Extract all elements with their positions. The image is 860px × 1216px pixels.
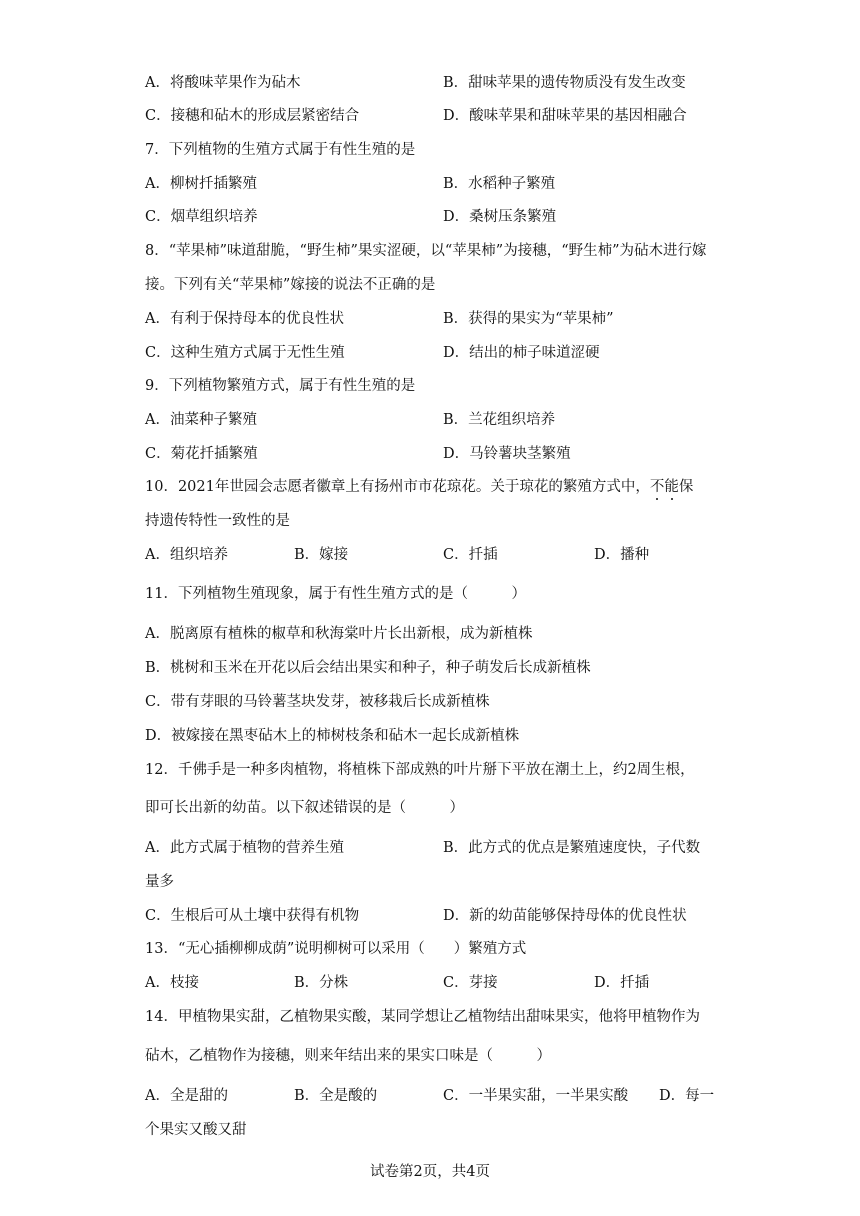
q9-stem: 9．下列植物繁殖方式，属于有性生殖的是 xyxy=(145,378,416,394)
q7-stem: 7．下列植物的生殖方式属于有性生殖的是 xyxy=(145,142,416,158)
q14-option-a: A．全是甜的 xyxy=(145,1088,228,1104)
q14-stem-line1: 14．甲植物果实甜，乙植物果实酸，某同学想让乙植物结出甜味果实，他将甲植物作为 xyxy=(145,1009,700,1025)
q11-option-d: D．被嫁接在黑枣砧木上的柿树枝条和砧木一起长成新植株 xyxy=(145,728,520,744)
q14-option-c: C．一半果实甜，一半果实酸 xyxy=(443,1088,629,1104)
q13-option-a: A．枝接 xyxy=(145,975,199,991)
q8-stem-line1: 8．“苹果柿”味道甜脆，“野生柿”果实涩硬，以“苹果柿”为接穗，“野生柿”为砧木进行嫁 xyxy=(145,243,707,259)
q8-option-d: D．结出的柿子味道涩硬 xyxy=(443,345,600,361)
q14-option-d-continued: 个果实又酸又甜 xyxy=(145,1122,247,1138)
q12-option-b-continued: 量多 xyxy=(145,874,174,890)
q12-option-a: A．此方式属于植物的营养生殖 xyxy=(145,840,344,856)
q8-option-c: C．这种生殖方式属于无性生殖 xyxy=(145,345,345,361)
q10-stem-post: 保 xyxy=(678,479,694,495)
q14-stem-line2: 砧木，乙植物作为接穗，则来年结出来的果实口味是（ ） xyxy=(145,1048,551,1064)
q13-option-d: D．扦插 xyxy=(594,975,650,991)
q12-option-c: C．生根后可从土壤中获得有机物 xyxy=(145,908,360,924)
q8-option-a: A．有利于保持母本的优良性状 xyxy=(145,311,344,327)
q8-stem-line2: 接。下列有关“苹果柿”嫁接的说法不正确的是 xyxy=(145,277,436,293)
q6-option-c: C．接穗和砧木的形成层紧密结合 xyxy=(145,108,360,124)
q10-option-a: A．组织培养 xyxy=(145,547,228,563)
q7-option-c: C．烟草组织培养 xyxy=(145,209,258,225)
q11-option-a: A．脱离原有植株的椒草和秋海棠叶片长出新根，成为新植株 xyxy=(145,626,533,642)
q9-option-d: D．马铃薯块茎繁殖 xyxy=(443,446,571,462)
q10-option-d: D．播种 xyxy=(594,547,650,563)
q10-stem-line1 xyxy=(145,477,693,497)
page-footer: 试卷第2页，共4页 xyxy=(370,1164,490,1180)
q13-option-c: C．芽接 xyxy=(443,975,498,991)
q13-stem: 13．“无心插柳柳成荫”说明柳树可以采用（ ）繁殖方式 xyxy=(145,941,527,957)
q13-option-b: B．分株 xyxy=(294,975,349,991)
q9-option-c: C．菊花扦插繁殖 xyxy=(145,446,258,462)
q12-option-d: D．新的幼苗能够保持母体的优良性状 xyxy=(443,908,687,924)
q6-option-b: B．甜味苹果的遗传物质没有发生改变 xyxy=(443,75,686,91)
q12-stem-line1: 12．千佛手是一种多肉植物，将植株下部成熟的叶片掰下平放在潮土上，约2周生根， xyxy=(145,762,695,778)
q6-option-a: A．将酸味苹果作为砧木 xyxy=(145,75,301,91)
q7-option-d: D．桑树压条繁殖 xyxy=(443,209,557,225)
q14-option-b: B．全是酸的 xyxy=(294,1088,378,1104)
q11-stem: 11．下列植物生殖现象，属于有性生殖方式的是（ ） xyxy=(145,586,526,602)
q14-option-d: D．每一 xyxy=(659,1088,715,1104)
q10-option-c: C．扦插 xyxy=(443,547,498,563)
q11-option-c: C．带有芽眼的马铃薯茎块发芽，被移栽后长成新植株 xyxy=(145,694,490,710)
q8-option-b: B．获得的果实为“苹果柿” xyxy=(443,311,614,327)
q10-emphasis-can: 能 xyxy=(664,479,679,495)
q9-option-b: B．兰花组织培养 xyxy=(443,412,556,428)
q7-option-a: A．柳树扦插繁殖 xyxy=(145,176,257,192)
q12-stem-line2: 即可长出新的幼苗。以下叙述错误的是（ ） xyxy=(145,800,464,816)
q10-stem-pre: 10．2021年世园会志愿者徽章上有扬州市市花琼花。关于琼花的繁殖方式中， xyxy=(145,479,650,495)
q10-stem-line2: 持遗传特性一致性的是 xyxy=(145,513,290,529)
q9-option-a: A．油菜种子繁殖 xyxy=(145,412,257,428)
q10-emphasis-not: 不 xyxy=(649,479,665,495)
q10-option-b: B．嫁接 xyxy=(294,547,349,563)
q7-option-b: B．水稻种子繁殖 xyxy=(443,176,556,192)
q12-option-b: B．此方式的优点是繁殖速度快，子代数 xyxy=(443,840,701,856)
q11-option-b: B．桃树和玉米在开花以后会结出果实和种子，种子萌发后长成新植株 xyxy=(145,660,591,676)
q6-option-d: D．酸味苹果和甜味苹果的基因相融合 xyxy=(443,108,687,124)
